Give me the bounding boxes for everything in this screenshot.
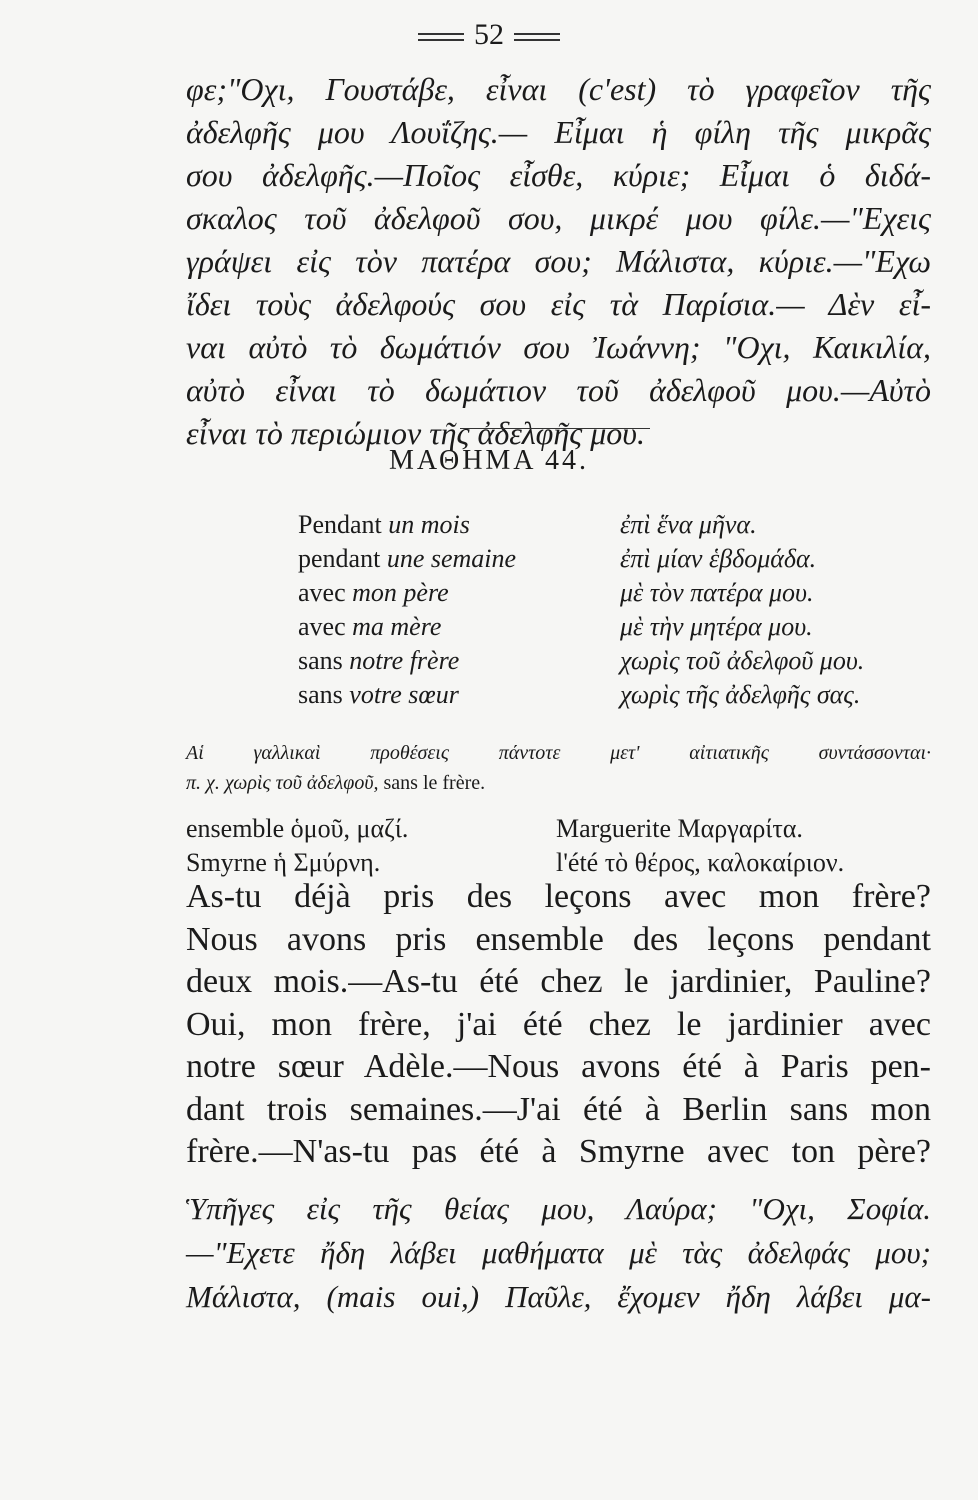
vocab-french	[298, 542, 620, 576]
note-example-french: sans le frère.	[378, 772, 486, 794]
vocab-french-plain: avec	[298, 612, 353, 641]
page-number-text: 52	[474, 18, 504, 51]
vocab-greek: ἐπὶ ἕνα μῆνα.	[620, 510, 757, 539]
vocab-french-plain: sans	[298, 680, 350, 709]
vocab-row	[298, 576, 864, 610]
text-line: Ὑπῆγες εἰς τῆς θείας μου, Λαύρα; "Οχι, Σοφία.	[186, 1191, 931, 1226]
text-line: ναι αὐτὸ τὸ δωμάτιόν σου Ἰωάννη; "Οχι, Καικιλία,	[186, 329, 931, 365]
text-line: —"Εχετε ἤδη λάβει μαθήματα μὲ τὰς ἀδελφάς μου;	[186, 1235, 931, 1270]
lesson-title: ΜΑΘΗΜΑ 44.	[389, 445, 589, 476]
text-line: notre sœur Adèle.—Nous avons été à Paris pen-	[186, 1048, 931, 1085]
vocab-row	[298, 508, 864, 542]
note-line	[186, 768, 931, 798]
text-line: αὐτὸ εἶναι τὸ δωμάτιον τοῦ ἀδελφοῦ μου.—Αὐτὸ	[186, 372, 931, 408]
vocab-greek: ἐπὶ μίαν ἑβδομάδα.	[620, 544, 817, 573]
vocab-greek: μὲ τὸν πατέρα μου.	[620, 578, 814, 607]
vocab-row	[298, 542, 864, 576]
vocab-french-plain: pendant	[298, 544, 387, 573]
grammar-note	[186, 738, 931, 798]
vocab-french	[298, 678, 620, 712]
vocabulary-list	[298, 508, 864, 712]
vocab-row	[298, 610, 864, 644]
greek-passage-bottom	[186, 1187, 931, 1319]
section-divider	[460, 428, 650, 429]
word-entry: l'été τὸ θέρος, καλοκαίριον.	[556, 848, 845, 877]
vocab-french-plain: avec	[298, 578, 353, 607]
vocab-french-plain: sans	[298, 646, 350, 675]
text-line: σκαλος τοῦ ἀδελφοῦ σου, μικρέ μου φίλε.—"Εχεις	[186, 200, 931, 236]
vocab-greek: χωρὶς τῆς ἀδελφῆς σας.	[620, 680, 861, 709]
greek-passage-top	[186, 68, 931, 455]
text-line: frère.—N'as-tu pas été à Smyrne avec ton père?	[186, 1133, 931, 1170]
text-line: Nous avons pris ensemble des leçons pendant	[186, 920, 931, 958]
text-line: dant trois semaines.—J'ai été à Berlin sans mon	[186, 1090, 931, 1128]
vocab-french	[298, 644, 620, 678]
vocab-french-italic: ma mère	[352, 612, 442, 641]
text-line: εἶναι τὸ περιώμιον τῆς ἀδελφῆς μου.	[186, 415, 645, 451]
text-line: Oui, mon frère, j'ai été chez le jardinier avec	[186, 1005, 931, 1043]
text-line: deux mois.—As-tu été chez le jardinier, Pauline?	[186, 963, 931, 1000]
vocab-french-italic: votre sœur	[349, 680, 459, 709]
text-line: ἴδει τοὺς ἀδελφούς σου εἰς τὰ Παρίσια.— Δὲν εἶ-	[186, 286, 931, 322]
vocab-french-italic: mon père	[352, 578, 449, 607]
page-number-rule-left	[418, 33, 464, 41]
french-exercise	[186, 876, 931, 1174]
vocab-french	[298, 610, 620, 644]
vocab-french-italic: un mois	[388, 510, 470, 539]
text-line: Μάλιστα, (mais oui,) Παῦλε, ἔχομεν ἤδη λάβει μα-	[186, 1279, 931, 1314]
extra-vocabulary	[186, 812, 844, 880]
vocab-french	[298, 508, 620, 542]
vocab-french-italic: notre frère	[349, 646, 460, 675]
vocab-greek: μὲ τὴν μητέρα μου.	[620, 612, 813, 641]
vocab-row	[298, 644, 864, 678]
vocab-french	[298, 576, 620, 610]
vocab-row	[298, 678, 864, 712]
note-line: Αἱ γαλλικαὶ προθέσεις πάντοτε μετ' αἰτιατικῆς συντάσσονται·	[186, 742, 931, 764]
text-line: σου ἀδελφῆς.—Ποῖος εἶσθε, κύριε; Εἶμαι ὁ διδά-	[186, 157, 931, 193]
vocab-french-plain: Pendant	[298, 510, 389, 539]
note-example-greek: π. χ. χωρὶς τοῦ ἀδελφοῦ,	[186, 772, 379, 794]
text-line: As-tu déjà pris des leçons avec mon frère?	[186, 878, 931, 915]
text-line: ἀδελφῆς μου Λουΐζης.— Εἶμαι ἡ φίλη τῆς μικρᾶς	[186, 114, 931, 150]
word-row	[186, 812, 844, 846]
page-number	[0, 18, 978, 52]
text-line: γράψει εἰς τὸν πατέρα σου; Μάλιστα, κύριε.—"Εχω	[186, 243, 931, 279]
text-line: φε;"Οχι, Γουστάβε, εἶναι (c'est) τὸ γραφεῖον τῆς	[186, 71, 931, 107]
word-entry: Smyrne ἡ Σμύρνη.	[186, 848, 381, 877]
page-number-rule-right	[514, 33, 560, 41]
word-entry: Marguerite Μαργαρίτα.	[556, 814, 803, 843]
vocab-french-italic: une semaine	[386, 544, 517, 573]
vocab-greek: χωρὶς τοῦ ἀδελφοῦ μου.	[620, 646, 865, 675]
word-entry: ensemble ὁμοῦ, μαζί.	[186, 814, 409, 843]
word-row	[186, 846, 844, 880]
